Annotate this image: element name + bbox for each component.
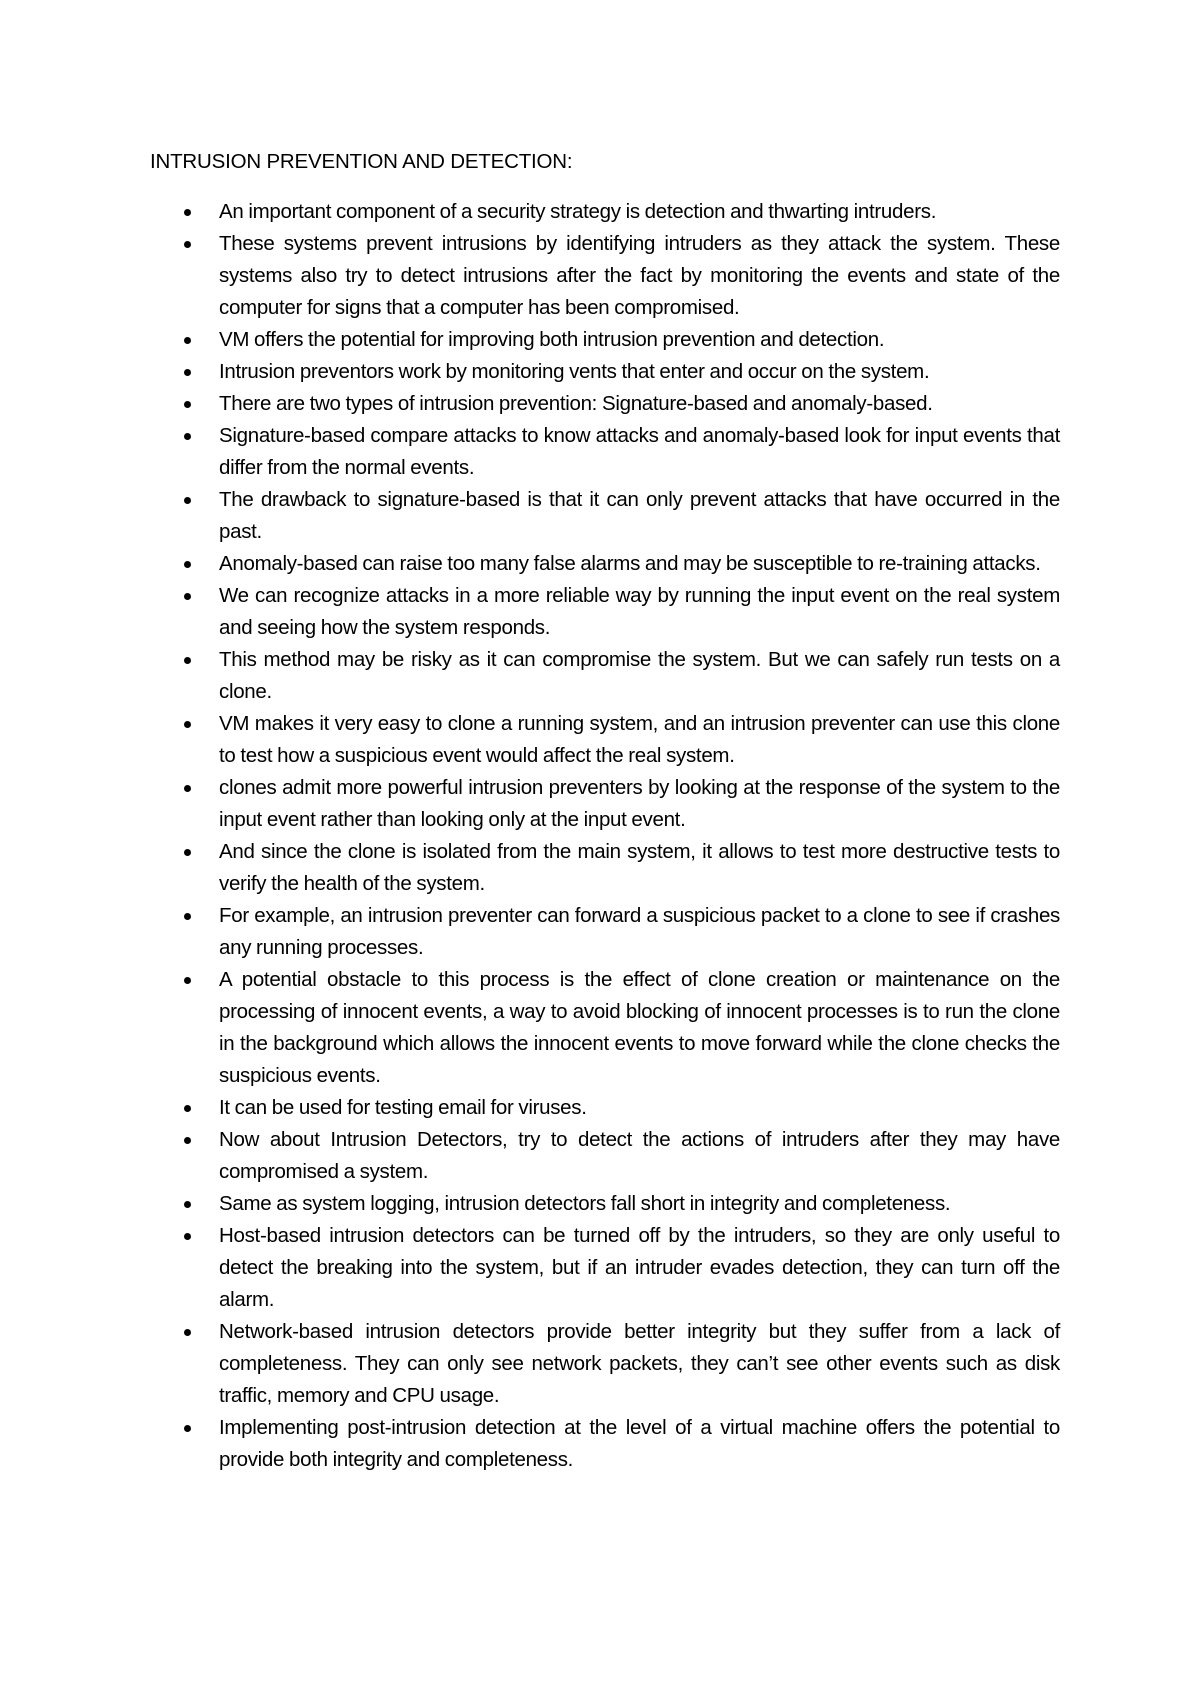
- list-item-text: The drawback to signature-based is that it can only prevent attacks that have occurred in the past.: [219, 488, 1060, 543]
- list-item-text: Now about Intrusion Detectors, try to detect the actions of intruders after they may have compromised a system.: [219, 1128, 1060, 1183]
- list-item-text: It can be used for testing email for viruses.: [219, 1096, 587, 1119]
- bullet-icon: [184, 1137, 191, 1144]
- list-item-text: This method may be risky as it can compromise the system. But we can safely run tests on a clone.: [219, 648, 1060, 703]
- list-item: [150, 548, 1060, 580]
- list-item: [150, 356, 1060, 388]
- list-item-text: An important component of a security strategy is detection and thwarting intruders.: [219, 200, 937, 223]
- list-item: [150, 1412, 1060, 1476]
- bullet-icon: [184, 913, 191, 920]
- list-item-text: We can recognize attacks in a more reliable way by running the input event on the real system and seeing how the system responds.: [219, 584, 1060, 639]
- bullet-icon: [184, 1425, 191, 1432]
- list-item-text: For example, an intrusion preventer can forward a suspicious packet to a clone to see if crashes any running processes.: [219, 904, 1060, 959]
- list-item-text: A potential obstacle to this process is the effect of clone creation or maintenance on the processing of innocent events, a way to avoid blocking of innocent processes is to run the clone in the background which allows the innocent events to move forward while the clone checks the suspicious events.: [219, 968, 1060, 1087]
- list-item: [150, 580, 1060, 644]
- list-item: [150, 836, 1060, 900]
- bullet-icon: [184, 849, 191, 856]
- bullet-icon: [184, 561, 191, 568]
- list-item: [150, 1188, 1060, 1220]
- list-item: [150, 388, 1060, 420]
- list-item: [150, 1124, 1060, 1188]
- list-item: [150, 644, 1060, 708]
- list-item-text: Implementing post-intrusion detection at the level of a virtual machine offers the potential to provide both integrity and completeness.: [219, 1416, 1060, 1471]
- list-item: [150, 324, 1060, 356]
- list-item-text: VM makes it very easy to clone a running system, and an intrusion preventer can use this clone to test how a suspicious event would affect the real system.: [219, 712, 1060, 767]
- list-item: [150, 708, 1060, 772]
- list-item-text: Signature-based compare attacks to know attacks and anomaly-based look for input events that differ from the normal events.: [219, 424, 1060, 479]
- list-item-text: And since the clone is isolated from the main system, it allows to test more destructive tests to verify the health of the system.: [219, 840, 1060, 895]
- bullet-icon: [184, 785, 191, 792]
- bullet-icon: [184, 497, 191, 504]
- bullet-icon: [184, 337, 191, 344]
- list-item-text: There are two types of intrusion prevention: Signature-based and anomaly-based.: [219, 392, 933, 415]
- bullet-icon: [184, 209, 191, 216]
- list-item: [150, 420, 1060, 484]
- list-item-text: Intrusion preventors work by monitoring vents that enter and occur on the system.: [219, 360, 930, 383]
- list-item-text: VM offers the potential for improving both intrusion prevention and detection.: [219, 328, 885, 351]
- list-item-text: Host-based intrusion detectors can be turned off by the intruders, so they are only useful to detect the breaking into the system, but if an intruder evades detection, they can turn off the alarm.: [219, 1224, 1060, 1311]
- bullet-icon: [184, 977, 191, 984]
- list-item: [150, 1092, 1060, 1124]
- list-item: [150, 484, 1060, 548]
- bullet-icon: [184, 1233, 191, 1240]
- list-item-text: Network-based intrusion detectors provide better integrity but they suffer from a lack of completeness. They can only see network packets, they can’t see other events such as disk traffic, memory and CPU usage.: [219, 1320, 1060, 1407]
- bullet-icon: [184, 657, 191, 664]
- list-item: [150, 228, 1060, 324]
- list-item: [150, 1316, 1060, 1412]
- list-item: [150, 772, 1060, 836]
- document-heading: INTRUSION PREVENTION AND DETECTION:: [150, 150, 573, 173]
- bullet-icon: [184, 433, 191, 440]
- bullet-icon: [184, 1201, 191, 1208]
- list-item: [150, 900, 1060, 964]
- bullet-icon: [184, 593, 191, 600]
- list-item: [150, 1220, 1060, 1316]
- list-item-text: clones admit more powerful intrusion preventers by looking at the response of the system to the input event rather than looking only at the input event.: [219, 776, 1060, 831]
- list-item-text: These systems prevent intrusions by identifying intruders as they attack the system. These systems also try to detect intrusions after the fact by monitoring the events and state of the computer for signs that a computer has been compromised.: [219, 232, 1060, 319]
- list-item-text: Same as system logging, intrusion detectors fall short in integrity and completeness.: [219, 1192, 951, 1215]
- bullet-icon: [184, 1105, 191, 1112]
- bullet-list: [150, 196, 1060, 1476]
- bullet-icon: [184, 401, 191, 408]
- bullet-icon: [184, 1329, 191, 1336]
- bullet-icon: [184, 369, 191, 376]
- list-item: [150, 964, 1060, 1092]
- list-item-text: Anomaly-based can raise too many false alarms and may be susceptible to re-training attacks.: [219, 552, 1041, 575]
- bullet-icon: [184, 721, 191, 728]
- list-item: [150, 196, 1060, 228]
- bullet-icon: [184, 241, 191, 248]
